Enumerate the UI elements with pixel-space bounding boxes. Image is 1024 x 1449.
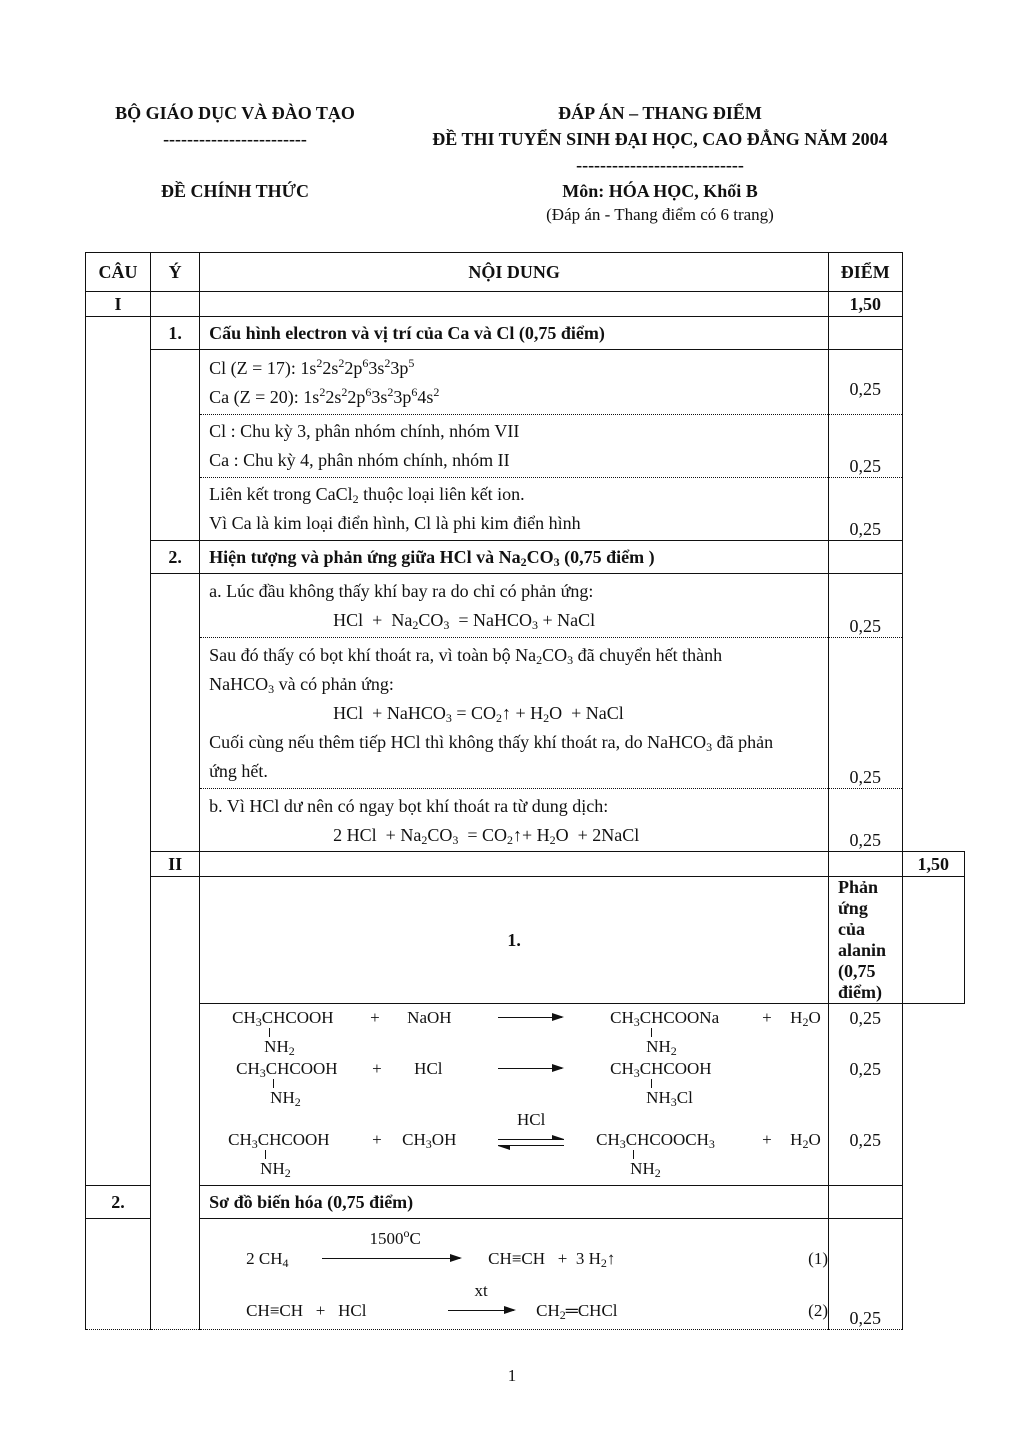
item-title: Sơ đồ biến hóa (0,75 điểm) — [200, 1186, 829, 1219]
arrow-icon — [498, 1068, 562, 1069]
score: 0,25 — [829, 350, 903, 415]
section-score: 1,50 — [902, 852, 964, 877]
item-row — [86, 1186, 965, 1219]
catalyst-row — [200, 1110, 828, 1130]
item-title: Hiện tượng và phản ứng giữa HCl và $Na_2CO_3$ (0,75 điểm ) — [200, 541, 829, 574]
score: 0,25 — [849, 1008, 881, 1028]
equation-2-product: $CH_2═CHCl$ — [536, 1301, 618, 1322]
equation: 2 HCl + $Na_2CO_3$ = $CO_2↑+ H_2O$ + 2NaCl — [333, 825, 640, 847]
equilibrium-arrow-icon — [498, 1139, 564, 1147]
methyl-ester: $CH_3CHCOOCH_3$ $NH_2$ — [596, 1130, 715, 1180]
alanine: $CH_3CHCOOH$ $NH_2$ — [228, 1130, 330, 1180]
item-number: 2. — [150, 541, 199, 574]
equation: HCl + $Na_2CO_3$ = NaHCO$_3$ + NaCl — [333, 610, 596, 632]
part-a-text: a. Lúc đầu không thấy khí bay ra do chỉ có phản ứng: — [209, 581, 594, 601]
header-rule: ------------------------ — [163, 129, 307, 149]
score: 0,25 — [829, 638, 903, 789]
equation-number: (1) — [808, 1249, 828, 1268]
section-label: I — [86, 292, 151, 317]
reaction-hcl: $CH_3CHCOOH$ $NH_2$ + HCl $CH_3CHCOOH$ $NH_3Cl$ — [236, 1059, 712, 1109]
answer-row — [86, 638, 965, 789]
empty-cell — [150, 292, 199, 317]
score: 0,25 — [829, 1219, 903, 1330]
col-noi-dung: NỘI DUNG — [200, 253, 829, 292]
section-row — [86, 292, 965, 317]
item-number: 2. — [86, 1186, 151, 1219]
period-cl: Cl : Chu kỳ 3, phân nhóm chính, nhóm VII — [209, 421, 520, 441]
bond-type: Liên kết trong CaCl$_2$ thuộc loại liên kết ion. — [209, 484, 525, 506]
part-b-text: b. Vì HCl dư nên có ngay bọt khí thoát ra từ dung dịch: — [209, 796, 609, 816]
score: 0,25 — [829, 415, 903, 478]
item-row — [86, 541, 965, 574]
reaction-naoh: $CH_3CHCOOH$ $NH_2$ + NaOH $CH_3CHCOONa$ $NH_2$ + $H_2O$ — [232, 1008, 821, 1058]
equation-1: 2 $CH_4$ CH≡CH + 3 $H_2↑$ (1) — [246, 1249, 828, 1270]
col-diem: ĐIỂM — [829, 253, 903, 292]
catalyst-row — [200, 1281, 828, 1301]
equation-2: CH≡CH + HCl $CH_2═CHCl$ (2) — [246, 1301, 828, 1322]
empty-cell — [86, 317, 151, 1004]
empty-cell — [150, 877, 199, 1330]
catalyst-label: HCl — [517, 1110, 546, 1129]
equation-1-product: CH≡CH + 3 $H_2↑$ — [488, 1249, 616, 1270]
answer-row — [86, 789, 965, 852]
config-cl: Cl (Z = 17): $1s^22s^22p^63s^23p^5$ — [209, 356, 415, 378]
item-number: 1. — [150, 317, 199, 350]
empty-cell — [829, 1186, 903, 1219]
score: 0,25 — [849, 1059, 881, 1079]
empty-cell — [86, 1004, 151, 1186]
empty-cell — [150, 350, 199, 541]
subject: Môn: HÓA HỌC, Khối B — [562, 181, 758, 201]
condition-temperature: 1500$^o$C — [369, 1226, 421, 1248]
score: 0,25 — [829, 478, 903, 541]
score: 0,25 — [829, 789, 903, 852]
score: 0,25 — [829, 574, 903, 638]
arrow-icon — [498, 1017, 562, 1018]
item-title: Phản ứng của alanin (0,75 điểm) — [829, 877, 903, 1004]
ministry-name: BỘ GIÁO DỤC VÀ ĐÀO TẠO — [115, 103, 355, 123]
empty-cell — [86, 1219, 151, 1330]
temperature-row — [200, 1226, 828, 1249]
explanation: NaHCO$_3$ và có phản ứng: — [209, 674, 394, 696]
pages-note: (Đáp án - Thang điểm có 6 trang) — [546, 205, 774, 224]
empty-cell — [829, 541, 903, 574]
section-row — [86, 852, 965, 877]
config-ca: Ca (Z = 20): $1s^22s^22p^63s^23p^64s^2$ — [209, 385, 440, 407]
reaction-methanol: $CH_3CHCOOH$ $NH_2$ + $CH_3OH$ $CH_3CHCOOCH_3$ $NH_2$ + $H_2O$ — [228, 1130, 821, 1180]
doc-title: ĐÁP ÁN – THANG ĐIỂM — [558, 103, 762, 123]
col-cau: CÂU — [86, 253, 151, 292]
explanation: Cuối cùng nếu thêm tiếp HCl thì không thấy khí thoát ra, do NaHCO$_3$ đã phản — [209, 732, 774, 754]
section-score: 1,50 — [829, 292, 903, 317]
answer-table — [85, 252, 965, 1330]
empty-cell — [829, 852, 903, 877]
header-left — [85, 100, 385, 204]
spacer — [829, 1110, 902, 1130]
sodium-salt: $CH_3CHCOONa$ $NH_2$ — [610, 1008, 720, 1058]
answer-row — [86, 415, 965, 478]
answer-row — [86, 350, 965, 415]
header-right — [380, 100, 940, 226]
table-header-row — [86, 253, 965, 292]
exam-title: ĐỀ THI TUYỂN SINH ĐẠI HỌC, CAO ĐẲNG NĂM 2004 — [432, 129, 888, 149]
page-number: 1 — [507, 1366, 517, 1385]
empty-cell — [150, 574, 199, 852]
alanine-hydrochloride: $CH_3CHCOOH$ $NH_3Cl$ — [610, 1059, 712, 1109]
equation: HCl + NaHCO$_3$ = $CO_2↑ + H_2O$ + NaCl — [333, 703, 624, 725]
bond-reason: Vì Ca là kim loại điển hình, Cl là phi kim điển hình — [209, 513, 581, 533]
explanation: Sau đó thấy có bọt khí thoát ra, vì toàn bộ $Na_2CO_3$ đã chuyển hết thành — [209, 645, 723, 667]
arrow-icon — [322, 1258, 460, 1259]
equation-number: (2) — [808, 1301, 828, 1320]
empty-cell — [902, 877, 964, 1004]
empty-cell — [829, 317, 903, 350]
arrow-icon — [448, 1310, 514, 1311]
col-y: Ý — [150, 253, 199, 292]
header-rule: ---------------------------- — [576, 155, 744, 175]
item-number: 1. — [200, 877, 829, 1004]
answer-row — [86, 478, 965, 541]
condition-catalyst: xt — [474, 1281, 488, 1300]
item-row — [86, 317, 965, 350]
explanation: ứng hết. — [209, 761, 268, 781]
section-label: II — [150, 852, 199, 877]
alanine: $CH_3CHCOOH$ $NH_2$ — [236, 1059, 338, 1109]
answer-row — [86, 1004, 965, 1186]
alanine: $CH_3CHCOOH$ $NH_2$ — [232, 1008, 334, 1058]
empty-cell — [200, 292, 829, 317]
score: 0,25 — [849, 1130, 881, 1150]
answer-row — [86, 1219, 965, 1330]
period-ca: Ca : Chu kỳ 4, phân nhóm chính, nhóm II — [209, 450, 510, 470]
item-title: Cấu hình electron và vị trí của Ca và Cl (0,75 điểm) — [200, 317, 829, 350]
item-row — [86, 877, 965, 1004]
answer-row — [86, 574, 965, 638]
empty-cell — [200, 852, 829, 877]
official-label: ĐỀ CHÍNH THỨC — [160, 181, 310, 201]
